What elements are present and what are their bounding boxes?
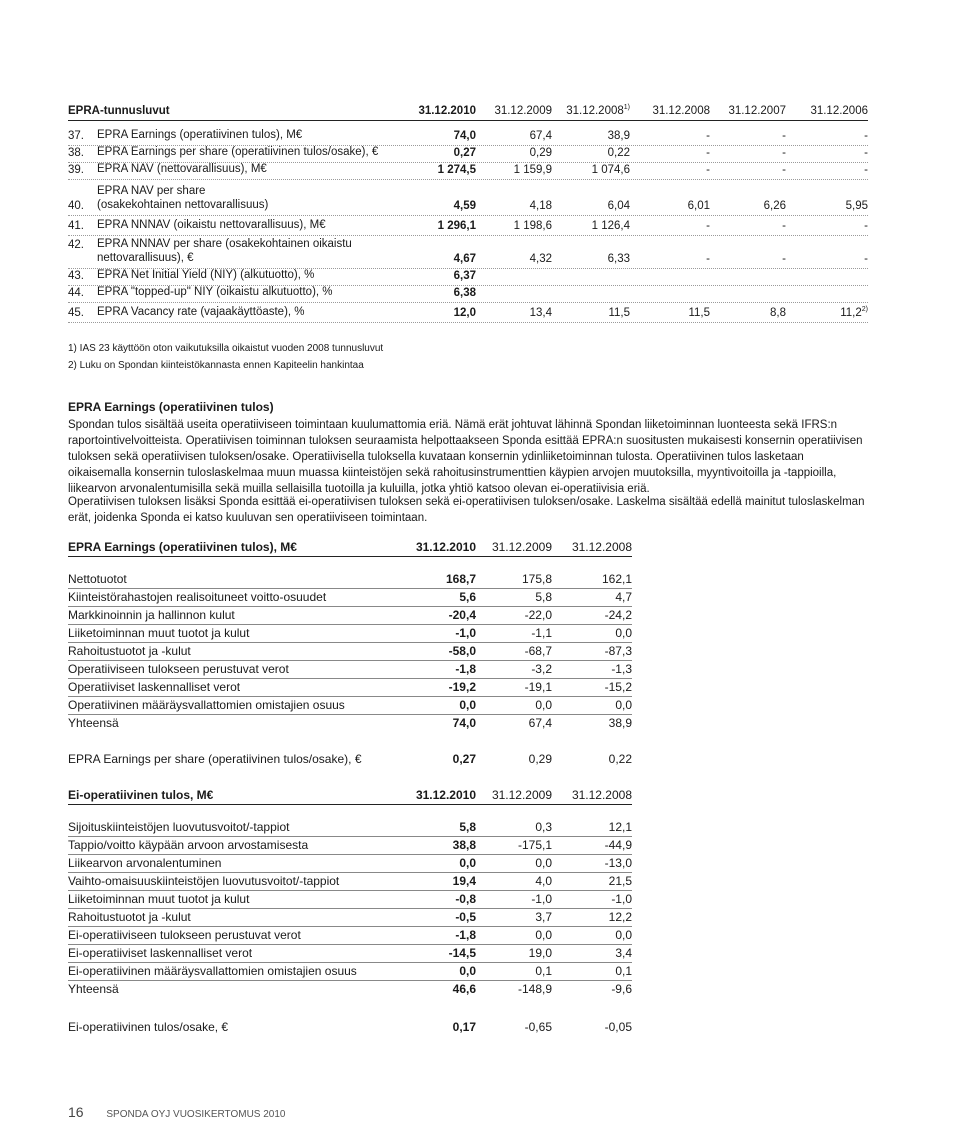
cell: 6,38: [453, 287, 476, 299]
row-label: Ei-operatiivinen määräysvallattomien omistajien osuus: [68, 964, 357, 978]
cell: 19,0: [528, 946, 552, 960]
cell: 0,0: [615, 698, 632, 712]
table-row: [68, 890, 632, 909]
cell: -1,3: [611, 662, 632, 676]
cell: 0,27: [453, 147, 476, 159]
cell: -44,9: [604, 838, 632, 852]
cell: -: [782, 220, 786, 232]
col-header: 31.12.2008: [571, 540, 632, 554]
cell: -15,2: [604, 680, 632, 694]
cell: 0,29: [529, 147, 552, 159]
row-label: Vaihto-omaisuuskiinteistöjen luovutusvoitot/-tappiot: [68, 874, 340, 888]
row-label: Ei-operatiivinen tulos/osake, €: [68, 1020, 229, 1034]
cell: 12,0: [453, 307, 476, 319]
row-number: 38.: [68, 147, 84, 159]
row-label: EPRA Net Initial Yield (NIY) (alkutuotto), %: [97, 269, 315, 281]
cell: 12,1: [608, 820, 632, 834]
per-share-row: [68, 750, 632, 768]
row-label: Liiketoiminnan muut tuotot ja kulut: [68, 892, 250, 906]
cell: -: [782, 253, 786, 265]
table-row: [68, 302, 868, 323]
row-number: 41.: [68, 220, 84, 232]
cell: 6,01: [687, 200, 710, 212]
cell: 19,4: [452, 874, 476, 888]
cell: 1 074,6: [591, 164, 630, 176]
cell: 0,0: [459, 698, 476, 712]
section-paragraph-2: Operatiivisen tuloksen lisäksi Sponda esittää ei-operatiivisen tuloksen sekä ei-operatiivisen tuloksen/osake. Laskelma sisältää edellä mainitut tuloslaskelman erät, joidenka Sponda ei katso kuuluvan sen operatiiviseen toimintaan.: [68, 496, 865, 524]
row-label: Liiketoiminnan muut tuotot ja kulut: [68, 626, 250, 640]
cell: -1,1: [531, 626, 552, 640]
cell: -: [706, 164, 710, 176]
table-row: [68, 696, 632, 715]
cell: -: [706, 130, 710, 142]
cell: 0,1: [535, 964, 552, 978]
col-header: 31.12.2010: [415, 540, 476, 554]
table-title: EPRA-tunnusluvut: [68, 105, 170, 117]
cell: -: [864, 253, 868, 265]
row-number: 45.: [68, 307, 84, 319]
cell: -68,7: [524, 644, 552, 658]
cell: 0,17: [452, 1020, 476, 1034]
cell: -58,0: [448, 644, 476, 658]
col-header: 31.12.2008: [652, 105, 710, 117]
cell: 12,2: [608, 910, 632, 924]
cell: -19,1: [524, 680, 552, 694]
total-row: [68, 714, 632, 732]
table-row: [68, 678, 632, 697]
cell: 11,5: [688, 307, 710, 319]
cell: -1,0: [611, 892, 632, 906]
row-label: EPRA Earnings per share (operatiivinen tulos/osake), €: [97, 146, 379, 158]
row-label: Markkinoinnin ja hallinnon kulut: [68, 608, 235, 622]
row-label: Nettotuotot: [68, 572, 127, 586]
cell: 4,67: [453, 253, 476, 265]
cell: 8,8: [770, 307, 786, 319]
section-paragraph-1: Spondan tulos sisältää useita operatiiviseen toimintaan kuulumattomia eriä. Nämä erät johtuvat lähinnä Spondan liiketoiminnan luonteesta sekä IFRS:n raportointivelvoitteista. Operatiivisen toiminnan tuloksen seuraamista helpottaakseen Sponda esittää EPRA:n suositusten mukaisesti konsernin operatiivisen tuloksen sekä operatiivisen tuloksen/osake. Operatiivisella tuloksella kuvataan konsernin ydinliiketoiminnan tulosta. Operatiivinen tulos lasketaan oikaisemalla konsernin tuloslaskelmaa muun muassa kiinteistöjen sekä rahoitusinstrumenttien käypien arvojen muutoksilla, myyntivoitoilla ja -tappioilla, liikearvon arvonalentumisilla sekä muilla sellaisilla tuotoilla ja kuluilla, jotka yhtiö katsoo olevan ei-operatiivisia eriä.: [68, 419, 863, 495]
row-label: EPRA Earnings per share (operatiivinen tulos/osake), €: [68, 752, 362, 766]
cell: 6,37: [453, 270, 476, 282]
cell: 1 296,1: [437, 220, 476, 232]
cell: 0,29: [528, 752, 552, 766]
cell: 5,8: [459, 820, 476, 834]
table-row: [68, 162, 868, 180]
cell: 4,0: [535, 874, 552, 888]
cell: 6,04: [607, 200, 630, 212]
row-label: Kiinteistörahastojen realisoituneet voitto-osuudet: [68, 590, 327, 604]
cell: -: [864, 164, 868, 176]
cell: 0,0: [459, 964, 476, 978]
table-row: [68, 128, 868, 146]
cell: -0,05: [604, 1020, 632, 1034]
cell: -20,4: [448, 608, 476, 622]
cell: 38,9: [607, 130, 630, 142]
cell: 0,22: [607, 147, 630, 159]
cell: -: [706, 147, 710, 159]
row-label: Liikearvon arvonalentuminen: [68, 856, 222, 870]
table-row: [68, 145, 868, 163]
col-header: 31.12.2007: [728, 105, 786, 117]
cell: 38,9: [608, 716, 632, 730]
cell: 0,0: [615, 928, 632, 942]
cell: 0,0: [535, 698, 552, 712]
cell: 46,6: [452, 982, 476, 996]
row-number: 39.: [68, 164, 84, 176]
row-number: 37.: [68, 130, 84, 142]
cell: 0,0: [615, 626, 632, 640]
cell: 6,26: [763, 200, 786, 212]
table-row: [68, 944, 632, 963]
cell: 0,0: [535, 856, 552, 870]
cell: 5,95: [845, 200, 868, 212]
cell: 74,0: [452, 716, 476, 730]
table-title: EPRA Earnings (operatiivinen tulos), M€: [68, 540, 297, 554]
cell: -3,2: [531, 662, 552, 676]
cell: 4,32: [529, 253, 552, 265]
cell: 0,3: [535, 820, 552, 834]
col-header: 31.12.2010: [415, 788, 476, 802]
row-label: EPRA NAV per share (osakekohtainen nettovarallisuus): [97, 185, 269, 211]
table-row: [68, 872, 632, 891]
table-row: [68, 179, 868, 216]
col-header: 31.12.2008$^{1)}$: [566, 104, 630, 117]
cell: 11,5: [608, 307, 630, 319]
col-header: 31.12.2009: [491, 540, 552, 554]
cell: -1,8: [455, 662, 476, 676]
cell: -1,0: [531, 892, 552, 906]
cell: 1 126,4: [591, 220, 630, 232]
cell: 67,4: [529, 130, 552, 142]
cell: 1 274,5: [437, 164, 476, 176]
row-label: Operatiiviseen tulokseen perustuvat verot: [68, 662, 289, 676]
page-number: 16: [68, 1104, 84, 1120]
cell: 0,0: [459, 856, 476, 870]
row-label: EPRA NNNAV (oikaistu nettovarallisuus), M€: [97, 219, 326, 231]
cell: -1,8: [455, 928, 476, 942]
cell: 0,22: [608, 752, 632, 766]
row-label: Sijoituskiinteistöjen luovutusvoitot/-tappiot: [68, 820, 290, 834]
cell: 5,6: [459, 590, 476, 604]
row-number: 42.: [68, 239, 84, 251]
cell: -24,2: [604, 608, 632, 622]
row-number: 40.: [68, 200, 84, 212]
row-number: 43.: [68, 270, 84, 282]
cell: -175,1: [517, 838, 552, 852]
total-row: [68, 980, 632, 998]
table-row: [68, 285, 868, 303]
cell: 21,5: [608, 874, 632, 888]
table-row: [68, 836, 632, 855]
cell: -0,5: [455, 910, 476, 924]
row-label: Yhteensä: [68, 982, 119, 996]
cell: 4,18: [529, 200, 552, 212]
cell: -: [706, 220, 710, 232]
row-label: EPRA "topped-up" NIY (oikaistu alkutuotto), %: [97, 286, 333, 298]
cell: -14,5: [448, 946, 476, 960]
col-header: 31.12.2006: [810, 105, 868, 117]
table-row: [68, 268, 868, 286]
page-footer: [68, 1104, 286, 1120]
cell: -148,9: [517, 982, 552, 996]
row-label: EPRA NNNAV per share (osakekohtainen oikaistu nettovarallisuus), €: [97, 238, 352, 264]
cell: 0,0: [535, 928, 552, 942]
cell: 4,7: [615, 590, 632, 604]
table-header: [68, 784, 632, 805]
cell: 11,2$^{2)}$: [840, 306, 868, 319]
cell: -0,8: [455, 892, 476, 906]
col-header: 31.12.2008: [571, 788, 632, 802]
row-number: 44.: [68, 287, 84, 299]
cell: 4,59: [453, 200, 476, 212]
cell: 175,8: [521, 572, 552, 586]
table-header: [68, 96, 868, 121]
cell: -: [782, 164, 786, 176]
cell: -22,0: [524, 608, 552, 622]
row-label: Tappio/voitto käypään arvoon arvostamisesta: [68, 838, 309, 852]
cell: -: [782, 130, 786, 142]
cell: -: [864, 130, 868, 142]
cell: -13,0: [604, 856, 632, 870]
cell: -: [782, 147, 786, 159]
cell: -: [864, 147, 868, 159]
table-row: [68, 660, 632, 679]
cell: 162,1: [601, 572, 632, 586]
row-label: Operatiivinen määräysvallattomien omistajien osuus: [68, 698, 345, 712]
col-header: 31.12.2009: [494, 105, 552, 117]
table-row: [68, 624, 632, 643]
footnote-2: 2) Luku on Spondan kiinteistökannasta ennen Kapiteelin hankintaa: [68, 360, 364, 371]
cell: -: [864, 220, 868, 232]
table-row: [68, 854, 632, 873]
table-row: [68, 818, 632, 837]
row-label: Yhteensä: [68, 716, 119, 730]
cell: 5,8: [535, 590, 552, 604]
table-row: [68, 642, 632, 661]
row-label: Operatiiviset laskennalliset verot: [68, 680, 241, 694]
row-label: EPRA Earnings (operatiivinen tulos), M€: [97, 129, 303, 141]
row-label: Ei-operatiiviset laskennalliset verot: [68, 946, 253, 960]
cell: 0,27: [452, 752, 476, 766]
table-title: Ei-operatiivinen tulos, M€: [68, 788, 214, 802]
col-header: 31.12.2009: [491, 788, 552, 802]
cell: 38,8: [452, 838, 476, 852]
cell: 0,1: [615, 964, 632, 978]
row-label: Rahoitustuotot ja -kulut: [68, 644, 191, 658]
table-row: [68, 588, 632, 607]
footnote-1: 1) IAS 23 käyttöön oton vaikutuksilla oikaistut vuoden 2008 tunnusluvut: [68, 343, 384, 354]
per-share-row: [68, 1018, 632, 1036]
table-row: [68, 962, 632, 981]
cell: -0,65: [524, 1020, 552, 1034]
table-row: [68, 926, 632, 945]
row-label: EPRA Vacancy rate (vajaakäyttöaste), %: [97, 306, 305, 318]
cell: 74,0: [453, 130, 476, 142]
cell: -1,0: [455, 626, 476, 640]
row-label: Ei-operatiiviseen tulokseen perustuvat verot: [68, 928, 301, 942]
footer-text: SPONDA OYJ VUOSIKERTOMUS 2010: [106, 1109, 286, 1120]
cell: -19,2: [448, 680, 476, 694]
row-label: EPRA NAV (nettovarallisuus), M€: [97, 163, 267, 175]
table-row: [68, 215, 868, 236]
cell: 3,4: [615, 946, 632, 960]
cell: 3,7: [535, 910, 552, 924]
table-row: [68, 606, 632, 625]
row-label: Rahoitustuotot ja -kulut: [68, 910, 191, 924]
cell: 168,7: [445, 572, 476, 586]
cell: 1 198,6: [513, 220, 552, 232]
section-heading: EPRA Earnings (operatiivinen tulos): [68, 400, 274, 414]
cell: -9,6: [611, 982, 632, 996]
cell: 67,4: [528, 716, 552, 730]
cell: 13,4: [529, 307, 552, 319]
cell: -87,3: [604, 644, 632, 658]
cell: 1 159,9: [513, 164, 552, 176]
cell: -: [706, 253, 710, 265]
table-row: [68, 908, 632, 927]
col-header: 31.12.2010: [418, 105, 476, 117]
cell: 6,33: [607, 253, 630, 265]
table-row: [68, 570, 632, 589]
table-header: [68, 536, 632, 557]
table-row: [68, 235, 868, 269]
